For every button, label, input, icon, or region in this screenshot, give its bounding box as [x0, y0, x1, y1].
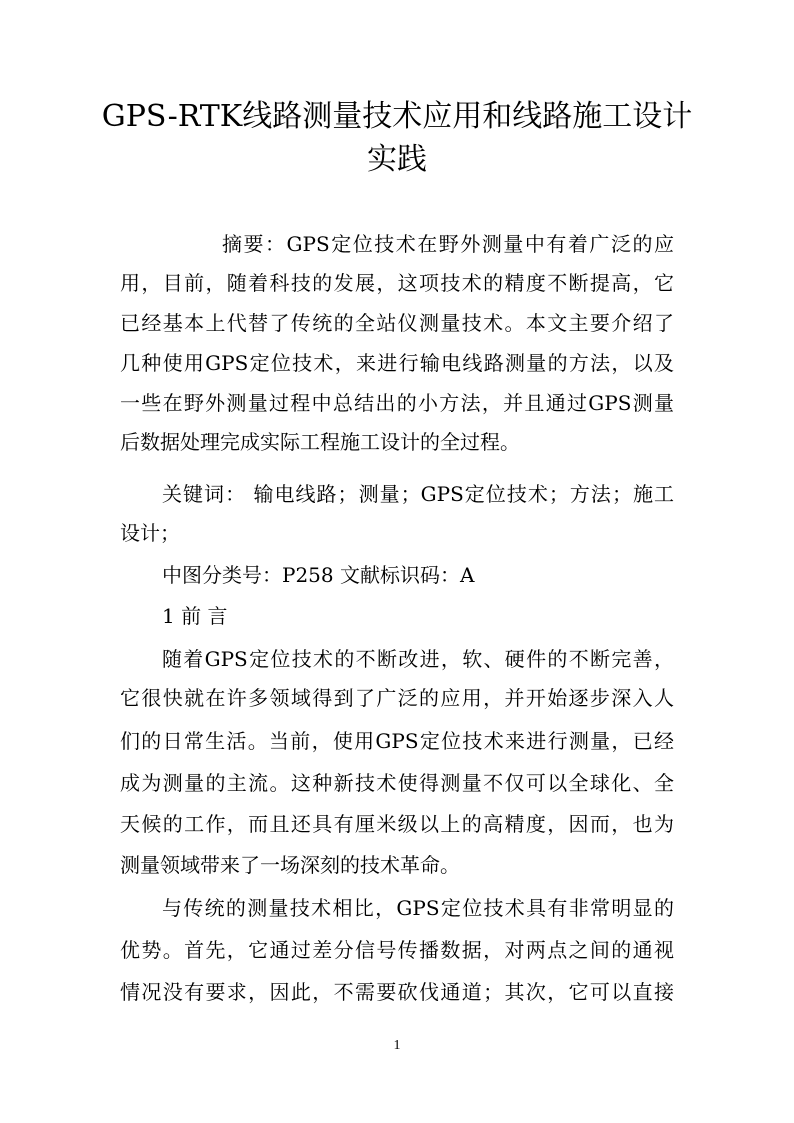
abstract-line-5: 一些在野外测量过程中总结出的小方法，并且通过GPS测量: [120, 391, 674, 415]
body-line-3: 们的日常生活。当前，使用GPS定位技术来进行测量，已经: [120, 729, 674, 753]
body-line-2: 它很快就在许多领域得到了广泛的应用，并开始逐步深入人: [120, 686, 674, 710]
body-line-9: 情况没有要求，因此，不需要砍伐通道；其次，它可以直接: [120, 980, 674, 1004]
body-line-7: 与传统的测量技术相比，GPS定位技术具有非常明显的: [162, 896, 674, 920]
abstract-line-1: 摘要：GPS定位技术在野外测量中有着广泛的应: [222, 232, 674, 256]
body-line-8: 优势。首先，它通过差分信号传播数据，对两点之间的通视: [120, 938, 674, 962]
document-title-line-2: 实践: [367, 142, 427, 177]
abstract-line-6: 后数据处理完成实际工程施工设计的全过程。: [120, 430, 520, 454]
page-number: 1: [393, 1038, 401, 1053]
keywords-line-1: 关键词： 输电线路；测量；GPS定位技术；方法；施工: [162, 482, 674, 506]
section-heading-introduction: 1 前 言: [162, 604, 228, 628]
body-line-5: 天候的工作，而且还具有厘米级以上的高精度，因而，也为: [120, 812, 674, 836]
abstract-line-2: 用，目前，随着科技的发展，这项技术的精度不断提高，它: [120, 271, 674, 295]
abstract-line-4: 几种使用GPS定位技术，来进行输电线路测量的方法，以及: [120, 351, 674, 375]
body-line-1: 随着GPS定位技术的不断改进，软、硬件的不断完善，: [162, 647, 674, 671]
body-line-6: 测量领域带来了一场深刻的技术革命。: [120, 853, 460, 877]
classification-line: 中图分类号：P258 文献标识码：A: [162, 563, 475, 587]
body-line-4: 成为测量的主流。这种新技术使得测量不仅可以全球化、全: [120, 771, 674, 795]
document-title-line-1: GPS-RTK线路测量技术应用和线路施工设计: [101, 99, 693, 134]
abstract-line-3: 已经基本上代替了传统的全站仪测量技术。本文主要介绍了: [120, 311, 674, 335]
keywords-line-2: 设计；: [120, 521, 180, 545]
